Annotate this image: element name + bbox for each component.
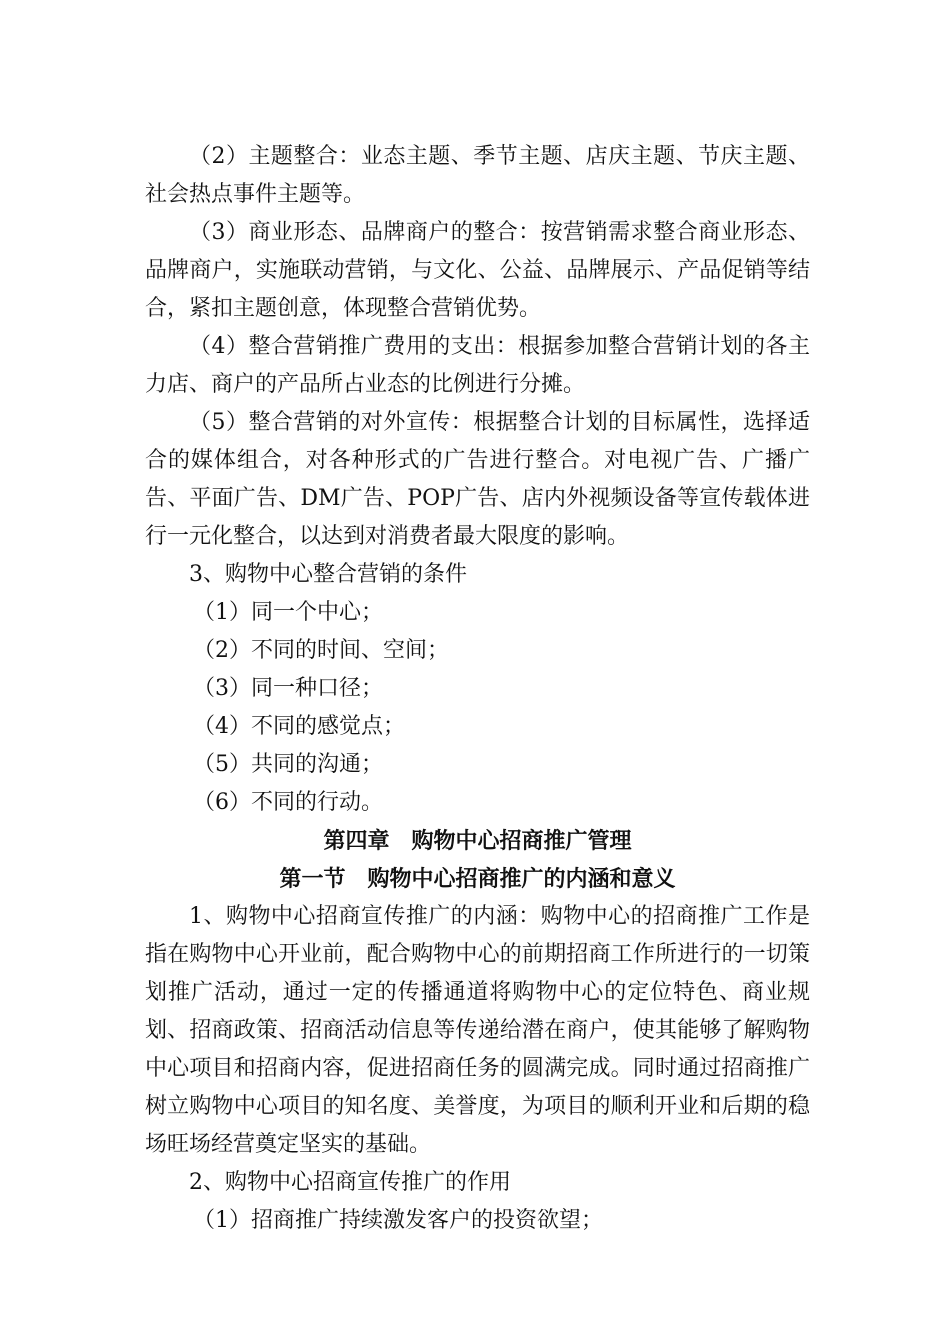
condition-item: （1）同一个中心；: [193, 600, 383, 625]
condition-item: （3）同一种口径；: [193, 676, 383, 701]
document-body: [145, 138, 810, 1240]
paragraph-theme-integration: （2）主题整合：业态主题、季节主题、店庆主题、节庆主题、社会热点事件主题等。: [145, 144, 810, 207]
paragraph-merchant-integration: （3）商业形态、品牌商户的整合：按营销需求整合商业形态、品牌商户，实施联动营销，与文化、公益、品牌展示、产品促销等结合，紧扣主题创意，体现整合营销优势。: [145, 220, 810, 321]
paragraph-external-publicity: （5）整合营销的对外宣传：根据整合计划的目标属性，选择适合的媒体组合，对各种形式的广告进行整合。对电视广告、广播广告、平面广告、DM广告、POP广告、店内外视频设备等宣传载体进行一元化整合，以达到对消费者最大限度的影响。: [145, 410, 810, 549]
paragraph-promotion-role-heading: 2、购物中心招商宣传推广的作用: [189, 1170, 511, 1195]
section-title: 第一节 购物中心招商推广的内涵和意义: [279, 866, 676, 892]
condition-item: （6）不同的行动。: [193, 790, 383, 815]
condition-item: （5）共同的沟通；: [193, 752, 383, 777]
paragraph-promotion-connotation: 1、购物中心招商宣传推广的内涵：购物中心的招商推广工作是指在购物中心开业前，配合购物中心的前期招商工作所进行的一切策划推广活动，通过一定的传播通道将购物中心的定位特色、商业规划、招商政策、招商活动信息等传递给潜在商户，使其能够了解购物中心项目和招商内容，促进招商任务的圆满完成。同时通过招商推广树立购物中心项目的知名度、美誉度，为项目的顺利开业和后期的稳场旺场经营奠定坚实的基础。: [145, 904, 810, 1157]
condition-item: （4）不同的感觉点；: [193, 714, 405, 739]
promotion-role-item: （1）招商推广持续激发客户的投资欲望；: [193, 1208, 603, 1233]
chapter-title: 第四章 购物中心招商推广管理: [323, 828, 632, 854]
paragraph-cost-allocation: （4）整合营销推广费用的支出：根据参加整合营销计划的各主力店、商户的产品所占业态的比例进行分摊。: [145, 334, 810, 397]
paragraph-conditions-heading: 3、购物中心整合营销的条件: [189, 562, 467, 587]
condition-item: （2）不同的时间、空间；: [193, 638, 449, 663]
